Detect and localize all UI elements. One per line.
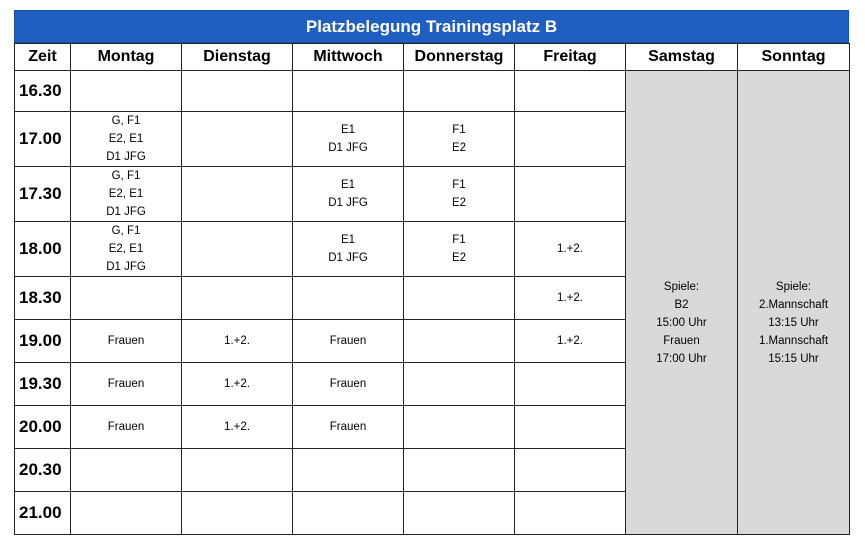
time-cell: 20.00 [15,406,71,449]
time-cell: 17.30 [15,167,71,222]
slot-entry: Frauen [107,335,145,347]
header-mittwoch: Mittwoch [293,44,404,71]
slot-entry: E2 [451,252,467,264]
game-entry: Spiele: [663,280,700,293]
slot-dienstag [182,277,293,320]
game-entry: Frauen [663,334,700,347]
slot-dienstag [182,449,293,492]
time-cell: 18.30 [15,277,71,320]
slot-entry: D1 JFG [106,261,146,273]
header-row [15,44,850,71]
header-montag: Montag [71,44,182,71]
game-entry: 15:15 Uhr [768,352,819,365]
slot-mittwoch [293,406,404,449]
header-zeit: Zeit [15,44,71,71]
slot-entry: 1.+2. [224,378,250,390]
slot-entry: G, F1 [111,115,141,127]
slot-sonntag [738,71,850,112]
slot-entry: Frauen [107,421,145,433]
slot-donnerstag [404,167,515,222]
slot-entry: D1 JFG [328,197,368,209]
slot-samstag [626,71,738,112]
slot-entry: E2, E1 [108,188,144,200]
slot-mittwoch [293,492,404,535]
slot-mittwoch [293,277,404,320]
slot-entry: E1 [340,179,356,191]
schedule-title: Platzbelegung Trainingsplatz B [14,10,849,43]
header-freitag: Freitag [515,44,626,71]
games-samstag [626,112,738,535]
slot-dienstag [182,320,293,363]
slot-dienstag [182,112,293,167]
slot-entry: Frauen [329,378,367,390]
schedule-table [14,43,850,535]
slot-entry: E1 [340,234,356,246]
slot-mittwoch [293,167,404,222]
game-entry: 13:15 Uhr [768,316,819,329]
slot-montag [71,167,182,222]
slot-entry: Frauen [329,335,367,347]
slot-mittwoch [293,320,404,363]
time-cell: 19.00 [15,320,71,363]
slot-freitag [515,167,626,222]
slot-dienstag [182,167,293,222]
slot-donnerstag [404,277,515,320]
header-donnerstag: Donnerstag [404,44,515,71]
game-entry: 2.Mannschaft [758,298,829,311]
header-samstag: Samstag [626,44,738,71]
game-entry: B2 [674,298,689,311]
time-cell: 19.30 [15,363,71,406]
slot-freitag [515,363,626,406]
slot-entry: 1.+2. [557,335,583,347]
schedule-frame [14,10,849,527]
table-row [15,71,850,112]
slot-mittwoch [293,363,404,406]
game-entry: 15:00 Uhr [656,316,707,329]
header-sonntag: Sonntag [738,44,850,71]
slot-entry: D1 JFG [106,206,146,218]
slot-entry: G, F1 [111,170,141,182]
slot-dienstag [182,406,293,449]
slot-entry: 1.+2. [224,335,250,347]
slot-entry: F1 [452,179,466,191]
slot-entry: E2, E1 [108,133,144,145]
slot-entry: F1 [452,124,466,136]
slot-donnerstag [404,363,515,406]
time-cell: 18.00 [15,222,71,277]
slot-entry: F1 [452,234,466,246]
slot-montag [71,363,182,406]
game-entry: 1.Mannschaft [758,334,829,347]
slot-montag [71,406,182,449]
slot-entry: D1 JFG [106,151,146,163]
time-cell: 21.00 [15,492,71,535]
game-entry: Spiele: [775,280,812,293]
slot-donnerstag [404,492,515,535]
slot-freitag [515,222,626,277]
slot-freitag [515,71,626,112]
time-cell: 17.00 [15,112,71,167]
slot-entry: 1.+2. [224,421,250,433]
slot-mittwoch [293,71,404,112]
slot-montag [71,71,182,112]
slot-donnerstag [404,406,515,449]
schedule-body [15,71,850,535]
slot-donnerstag [404,320,515,363]
slot-entry: D1 JFG [328,252,368,264]
slot-freitag [515,277,626,320]
slot-dienstag [182,492,293,535]
table-row [15,112,850,167]
slot-freitag [515,406,626,449]
time-cell: 20.30 [15,449,71,492]
header-dienstag: Dienstag [182,44,293,71]
slot-montag [71,449,182,492]
slot-entry: G, F1 [111,225,141,237]
slot-montag [71,320,182,363]
games-sonntag [738,112,850,535]
game-entry: 17:00 Uhr [656,352,707,365]
slot-montag [71,112,182,167]
slot-donnerstag [404,449,515,492]
slot-entry: 1.+2. [557,243,583,255]
slot-freitag [515,320,626,363]
slot-freitag [515,112,626,167]
slot-entry: Frauen [329,421,367,433]
slot-donnerstag [404,222,515,277]
slot-mittwoch [293,112,404,167]
slot-entry: E2 [451,142,467,154]
slot-entry: E2 [451,197,467,209]
slot-donnerstag [404,112,515,167]
slot-montag [71,492,182,535]
slot-dienstag [182,222,293,277]
slot-entry: Frauen [107,378,145,390]
time-cell: 16.30 [15,71,71,112]
slot-entry: 1.+2. [557,292,583,304]
slot-mittwoch [293,449,404,492]
slot-dienstag [182,71,293,112]
slot-dienstag [182,363,293,406]
slot-freitag [515,449,626,492]
slot-mittwoch [293,222,404,277]
slot-entry: E2, E1 [108,243,144,255]
slot-montag [71,222,182,277]
slot-entry: D1 JFG [328,142,368,154]
slot-freitag [515,492,626,535]
slot-donnerstag [404,71,515,112]
slot-montag [71,277,182,320]
slot-entry: E1 [340,124,356,136]
